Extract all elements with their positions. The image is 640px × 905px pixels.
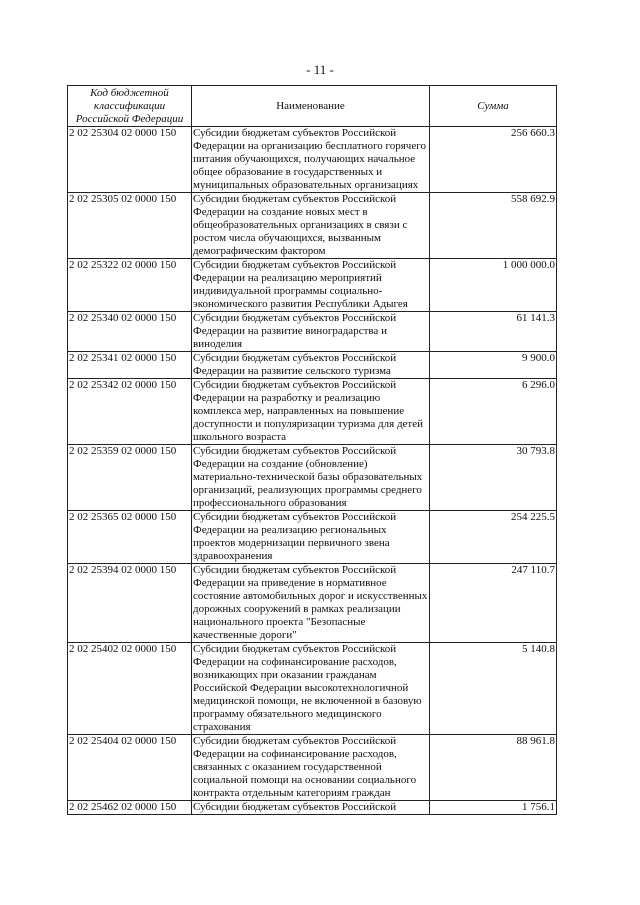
table-row	[68, 643, 557, 735]
row-name: Субсидии бюджетам субъектов Российской Федерации на разработку и реализацию комплекса мер, направленных на повышение доступности и популяризации туризма для детей школьного возраста	[192, 379, 430, 445]
row-name: Субсидии бюджетам субъектов Российской Федерации на софинансирование расходов, возникающих при оказании гражданам Российской Федерации высокотехнологичной медицинской помощи, не включенной в базовую программу обязательного медицинского страхования	[192, 643, 430, 735]
row-name: Субсидии бюджетам субъектов Российской Федерации на реализацию региональных проектов модернизации первичного звена здравоохранения	[192, 511, 430, 564]
header-sum: Сумма	[430, 86, 557, 127]
row-sum: 254 225.5	[430, 511, 557, 564]
row-name: Субсидии бюджетам субъектов Российской Федерации на софинансирование расходов, связанных с оказанием государственной социальной помощи на основании социального контракта отдельным категориям граждан	[192, 735, 430, 801]
row-name: Субсидии бюджетам субъектов Российской Федерации на создание новых мест в общеобразовательных организациях в связи с ростом числа обучающихся, вызванным демографическим фактором	[192, 193, 430, 259]
row-name: Субсидии бюджетам субъектов Российской Федерации на развитие сельского туризма	[192, 352, 430, 379]
row-sum: 247 110.7	[430, 564, 557, 643]
table-row	[68, 193, 557, 259]
row-sum: 61 141.3	[430, 312, 557, 352]
table-row	[68, 352, 557, 379]
row-code: 2 02 25402 02 0000 150	[68, 643, 192, 735]
header-code: Код бюджетной классификации Российской Федерации	[68, 86, 192, 127]
row-sum: 6 296.0	[430, 379, 557, 445]
row-sum: 1 756.1	[430, 801, 557, 815]
row-code: 2 02 25305 02 0000 150	[68, 193, 192, 259]
row-code: 2 02 25404 02 0000 150	[68, 735, 192, 801]
row-sum: 9 900.0	[430, 352, 557, 379]
table-row	[68, 312, 557, 352]
row-sum: 30 793.8	[430, 445, 557, 511]
budget-classification-table	[67, 85, 557, 815]
row-name: Субсидии бюджетам субъектов Российской	[192, 801, 430, 815]
row-sum: 1 000 000.0	[430, 259, 557, 312]
table-row	[68, 564, 557, 643]
table-row	[68, 735, 557, 801]
row-sum: 88 961.8	[430, 735, 557, 801]
row-code: 2 02 25340 02 0000 150	[68, 312, 192, 352]
row-sum: 5 140.8	[430, 643, 557, 735]
row-code: 2 02 25394 02 0000 150	[68, 564, 192, 643]
table-row	[68, 445, 557, 511]
row-code: 2 02 25322 02 0000 150	[68, 259, 192, 312]
table-row	[68, 259, 557, 312]
page-number: - 11 -	[306, 62, 334, 77]
row-code: 2 02 25359 02 0000 150	[68, 445, 192, 511]
header-name: Наименование	[192, 86, 430, 127]
row-name: Субсидии бюджетам субъектов Российской Федерации на развитие виноградарства и виноделия	[192, 312, 430, 352]
row-name: Субсидии бюджетам субъектов Российской Федерации на создание (обновление) материально-технической базы образовательных организаций, реализующих программы среднего профессионального образования	[192, 445, 430, 511]
row-code: 2 02 25342 02 0000 150	[68, 379, 192, 445]
row-name: Субсидии бюджетам субъектов Российской Федерации на организацию бесплатного горячего питания обучающихся, получающих начальное общее образование в государственных и муниципальных образовательных организациях	[192, 127, 430, 193]
row-sum: 558 692.9	[430, 193, 557, 259]
table-row	[68, 801, 557, 815]
table-row	[68, 127, 557, 193]
row-code: 2 02 25365 02 0000 150	[68, 511, 192, 564]
table-row	[68, 379, 557, 445]
row-code: 2 02 25462 02 0000 150	[68, 801, 192, 815]
table-header-row	[68, 86, 557, 127]
row-name: Субсидии бюджетам субъектов Российской Федерации на приведение в нормативное состояние автомобильных дорог и искусственных дорожных сооружений в рамках реализации национального проекта "Безопасные качественные дороги"	[192, 564, 430, 643]
row-code: 2 02 25304 02 0000 150	[68, 127, 192, 193]
row-name: Субсидии бюджетам субъектов Российской Федерации на реализацию мероприятий индивидуальной программы социально-экономического развития Республики Адыгея	[192, 259, 430, 312]
row-sum: 256 660.3	[430, 127, 557, 193]
table-row	[68, 511, 557, 564]
row-code: 2 02 25341 02 0000 150	[68, 352, 192, 379]
